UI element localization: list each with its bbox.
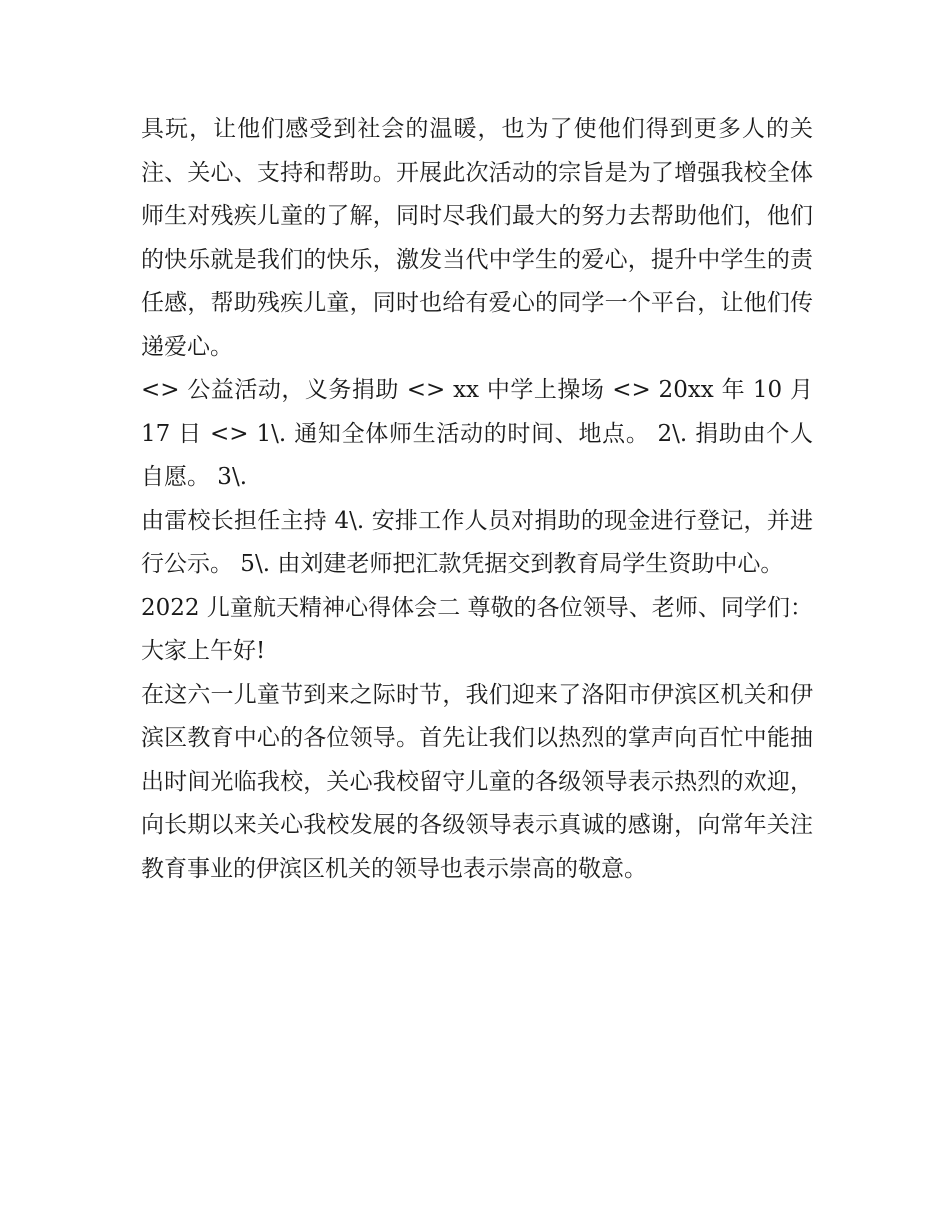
paragraph-speech-welcome: 在这六一儿童节到来之际时节，我们迎来了洛阳市伊滨区机关和伊滨区教育中心的各位领导。首先让我们以热烈的掌声向百忙中能抽出时间光临我校，关心我校留守儿童的各级领导表示热烈的欢迎，向长期以来关心我校发展的各级领导表示真诚的感谢，向常年关注教育事业的伊滨区机关的领导也表示崇高的敬意。	[141, 681, 813, 882]
paragraph-speech-heading: 2022 儿童航天精神心得体会二 尊敬的各位领导、老师、同学们： 大家上午好!	[141, 594, 813, 664]
paragraph-activity-details: <> 公益活动，义务捐助 <> xx 中学上操场 <> 20xx 年 10 月 17 日 <> 1\. 通知全体师生活动的时间、地点。 2\. 捐助由个人自愿。 3\.	[141, 377, 813, 490]
document-body	[141, 108, 813, 891]
paragraph-activity-steps: 由雷校长担任主持 4\. 安排工作人员对捐助的现金进行登记，并进行公示。 5\. 由刘建老师把汇款凭据交到教育局学生资助中心。	[141, 507, 813, 577]
paragraph-activity-purpose: 具玩，让他们感受到社会的温暖，也为了使他们得到更多人的关注、关心、支持和帮助。开展此次活动的宗旨是为了增强我校全体师生对残疾儿童的了解，同时尽我们最大的努力去帮助他们，他们的快乐就是我们的快乐，激发当代中学生的爱心，提升中学生的责任感，帮助残疾儿童，同时也给有爱心的同学一个平台，让他们传递爱心。	[141, 116, 813, 360]
